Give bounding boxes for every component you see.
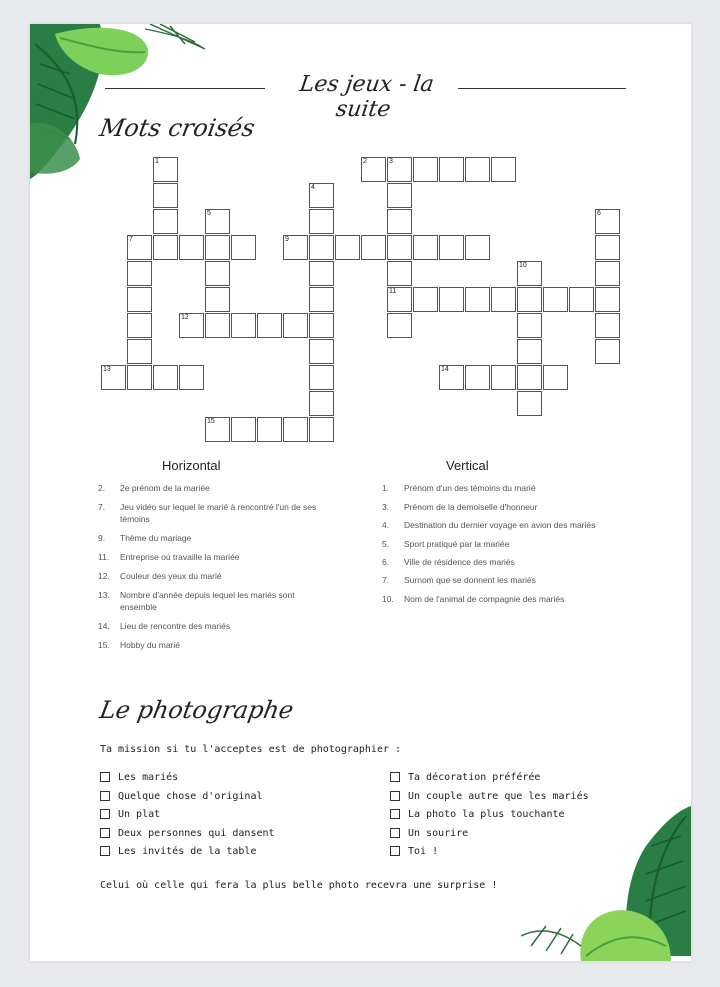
clue-number: 7. [382,575,390,585]
crossword-cell[interactable] [569,287,594,312]
photo-checklist-item[interactable] [100,772,178,783]
checklist-label: Un sourire [408,827,469,839]
crossword-cell[interactable] [517,313,542,338]
crossword-cell[interactable] [517,339,542,364]
crossword-cell[interactable] [127,365,152,390]
crossword-cell[interactable] [387,209,412,234]
crossword-cell[interactable] [205,235,230,260]
clue-item [98,501,398,513]
crossword-cell[interactable] [309,287,334,312]
crossword-cell[interactable] [543,287,568,312]
clue-number: 6. [382,557,390,567]
clue-number: 1. [382,483,390,493]
header-rule-right [458,88,626,89]
crossword-cell[interactable] [309,391,334,416]
page-title: Les jeux - la suite [298,72,436,122]
clue-text: Sport pratiqué par la mariée [404,539,510,549]
cell-number: 14 [441,366,449,373]
cell-number: 12 [181,314,189,321]
crossword-cell[interactable] [309,261,334,286]
checklist-label: Deux personnes qui dansent [118,827,275,839]
photo-checklist-item[interactable] [390,846,438,857]
crossword-cell[interactable] [309,339,334,364]
photographe-title: Le photographe [97,696,296,724]
header-rule-left [105,88,265,89]
crossword-cell[interactable] [595,287,620,312]
checkbox[interactable] [390,846,400,856]
cell-number: 5 [207,210,211,217]
crossword-cell[interactable] [413,157,438,182]
clue-item [98,601,398,613]
crossword-cell[interactable] [361,235,386,260]
clue-text: 2e prénom de la mariée [120,483,210,493]
clue-item [382,574,682,586]
clue-text: Thème du mariage [120,533,192,543]
page-header [30,68,691,122]
clue-number: 15. [98,640,110,650]
crossword-cell[interactable] [595,339,620,364]
cell-number: 13 [103,366,111,373]
clue-text: Nom de l'animal de compagnie des mariés [404,594,565,604]
checkbox[interactable] [390,828,400,838]
clue-number: 2. [98,483,106,493]
crossword-cell[interactable] [257,417,282,442]
clue-item [98,532,398,544]
crossword-cell[interactable] [465,365,490,390]
crossword-cell[interactable] [153,209,178,234]
vertical-heading: Vertical [446,458,489,473]
crossword-cell[interactable] [543,365,568,390]
checklist-label: La photo la plus touchante [408,809,565,820]
crossword-cell[interactable] [231,235,256,260]
crossword-cell[interactable] [491,287,516,312]
photo-checklist-item[interactable] [100,828,275,839]
cell-number: 1 [155,158,159,165]
crossword-cell[interactable] [231,313,256,338]
crossword-cell[interactable] [309,365,334,390]
crossword-cell[interactable] [595,313,620,338]
photo-checklist-item[interactable] [100,809,160,820]
clue-item [382,556,682,568]
crossword-cell[interactable] [179,235,204,260]
checklist-label: Les invités de la table [118,846,257,857]
checkbox[interactable] [390,809,400,819]
crossword-cell[interactable] [309,313,334,338]
crossword-cell[interactable] [439,287,464,312]
clue-number: 9. [98,533,106,543]
crossword-cell[interactable] [595,235,620,260]
cell-number: 15 [207,418,215,425]
clue-text: Jeu vidéo sur lequel le marié à rencontré l'un de ses [120,502,317,512]
clue-item [382,519,682,531]
crossword-cell[interactable] [127,261,152,286]
photo-checklist-item[interactable] [390,828,468,839]
clue-item [98,482,398,494]
clue-text: Lieu de rencontre des mariés [120,621,231,631]
checklist-label: Les mariés [118,772,179,783]
game-sheet [30,24,691,961]
crossword-cell[interactable] [517,287,542,312]
clue-text: Entreprise où travaille la mariée [120,552,240,562]
crossword-cell[interactable] [309,235,334,260]
crossword-cell[interactable] [491,157,516,182]
crossword-cell[interactable] [283,313,308,338]
photo-checklist-item[interactable] [390,772,540,783]
crossword-cell[interactable] [335,235,360,260]
clue-text: Surnom que se donnent les mariés [404,575,536,585]
checklist-label: Ta décoration préférée [408,772,541,783]
clue-text: Hobby du marié [120,640,181,650]
clue-text: témoins [120,514,150,524]
crossword-cell[interactable] [127,287,152,312]
clue-text: Destination du dernier voyage en avion des mariés [404,520,596,530]
crossword-cell[interactable] [257,313,282,338]
mission-text: Ta mission si tu l'acceptes est de photographier : [100,744,402,755]
cell-number: 2 [363,158,367,165]
crossword-cell[interactable] [283,417,308,442]
clue-item [98,513,398,525]
clue-item [98,639,398,651]
clue-item [98,551,398,563]
clue-number: 3. [382,502,390,512]
crossword-cell[interactable] [153,365,178,390]
checkbox[interactable] [100,791,110,801]
horizontal-heading: Horizontal [162,458,221,473]
clue-text: Couleur des yeux du marié [120,571,222,581]
cell-number: 6 [597,210,601,217]
checkbox[interactable] [100,846,110,856]
clue-item [382,593,682,605]
photo-checklist-item[interactable] [390,791,589,802]
clue-number: 12. [98,571,110,581]
clue-text: ensemble [120,602,157,612]
crossword-cell[interactable] [517,365,542,390]
checkbox[interactable] [100,828,110,838]
clue-number: 7. [98,502,106,512]
leaf-decoration-bottom-right [521,806,691,961]
checklist-label: Quelque chose d'original [118,790,263,802]
crossword-cell[interactable] [595,261,620,286]
crossword-cell[interactable] [387,261,412,286]
crossword-title: Mots croisés [97,114,257,142]
crossword-cell[interactable] [127,339,152,364]
clue-text: Prénom de la demoiselle d'honneur [404,502,538,512]
checklist-label: Toi ! [408,846,439,857]
cell-number: 10 [519,262,527,269]
cell-number: 7 [129,236,133,243]
crossword-cell[interactable] [127,313,152,338]
clue-number: 5. [382,539,390,549]
clue-number: 4. [382,520,390,530]
crossword-cell[interactable] [179,365,204,390]
crossword-cell[interactable] [309,417,334,442]
cell-number: 4 [311,184,315,191]
clue-item [382,482,682,494]
crossword-cell[interactable] [153,235,178,260]
crossword-cell[interactable] [205,313,230,338]
footer-text: Celui où celle qui fera la plus belle photo recevra une surprise ! [100,880,498,891]
clue-number: 11. [98,552,110,562]
crossword-cell[interactable] [413,235,438,260]
crossword-cell[interactable] [205,261,230,286]
cell-number: 3 [389,158,393,165]
clue-item [382,538,682,550]
checkbox[interactable] [100,809,110,819]
crossword-cell[interactable] [205,287,230,312]
checkbox[interactable] [100,772,110,782]
clue-text: Prénom d'un des témoins du marié [404,483,536,493]
crossword-cell[interactable] [465,157,490,182]
checkbox[interactable] [390,791,400,801]
crossword-cell[interactable] [465,287,490,312]
photo-checklist-item[interactable] [100,791,263,802]
clue-item [98,589,398,601]
crossword-cell[interactable] [465,235,490,260]
clue-number: 14. [98,621,110,631]
clue-text: Nombre d'année depuis lequel les mariés sont [120,590,295,600]
clue-item [382,501,682,513]
crossword-cell[interactable] [153,183,178,208]
crossword-cell[interactable] [413,287,438,312]
checklist-label: Un couple autre que les mariés [408,790,589,802]
crossword-cell[interactable] [387,183,412,208]
cell-number: 11 [389,288,397,295]
crossword-cell[interactable] [309,209,334,234]
photo-checklist-item[interactable] [390,809,565,820]
crossword-cell[interactable] [439,235,464,260]
checklist-label: Un plat [118,809,161,820]
clue-number: 13. [98,590,110,600]
clue-item [98,620,398,632]
crossword-cell[interactable] [439,157,464,182]
crossword-cell[interactable] [387,235,412,260]
clue-text: Ville de résidence des mariés [404,557,515,567]
checkbox[interactable] [390,772,400,782]
photo-checklist-item[interactable] [100,846,256,857]
cell-number: 9 [285,236,289,243]
crossword-cell[interactable] [387,313,412,338]
crossword-cell[interactable] [231,417,256,442]
crossword-cell[interactable] [491,365,516,390]
clue-item [98,570,398,582]
clue-number: 10. [382,594,394,604]
crossword-cell[interactable] [517,391,542,416]
